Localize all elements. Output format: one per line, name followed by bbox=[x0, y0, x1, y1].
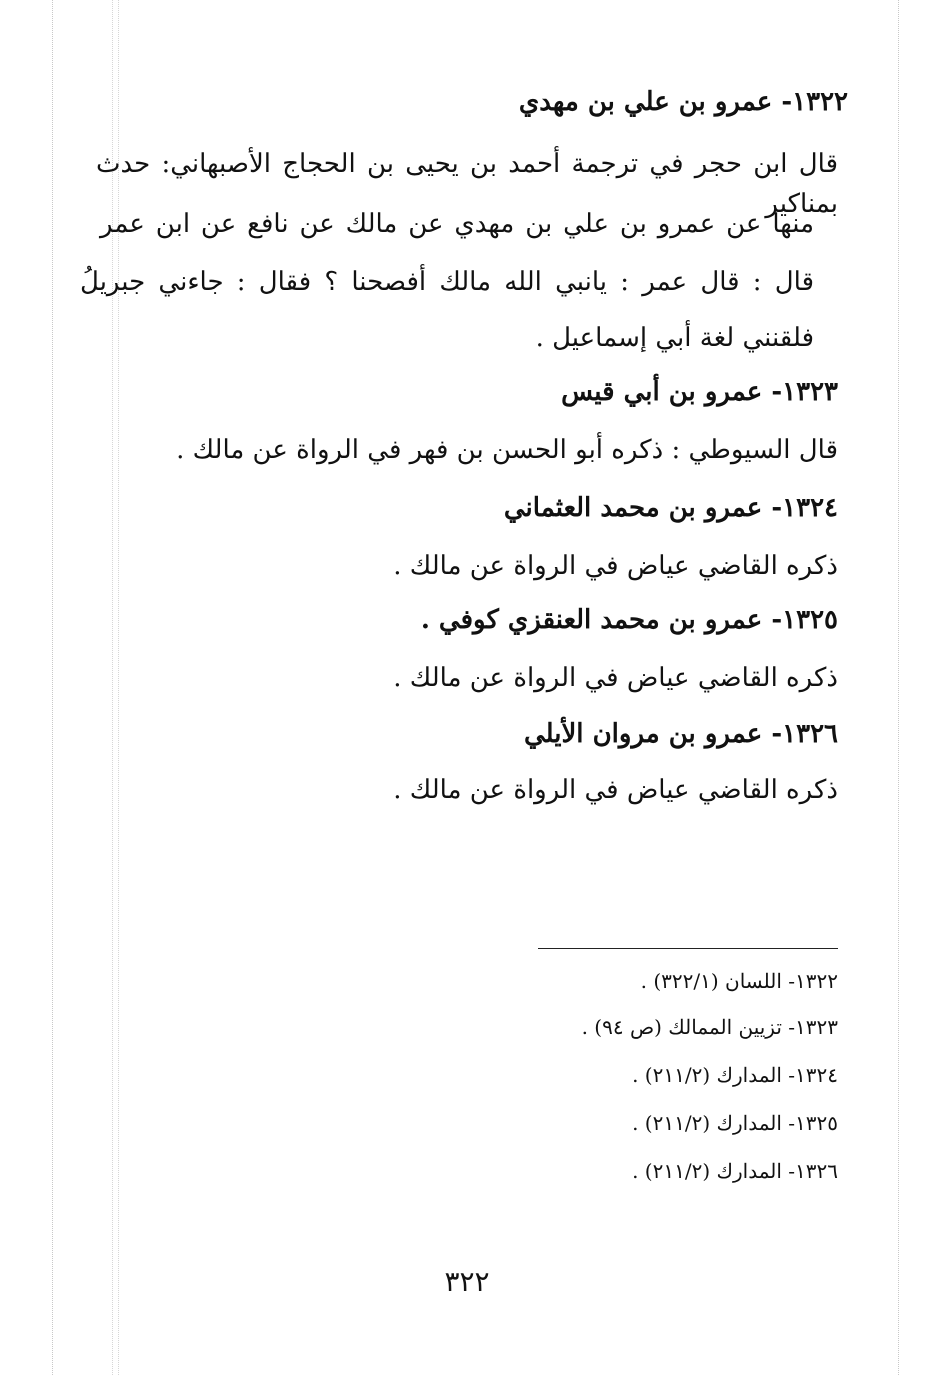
entry-heading-1326: ١٣٢٦- عمرو بن مروان الأيلي bbox=[523, 719, 838, 749]
scan-guide-line bbox=[52, 0, 53, 1375]
entry-text-line: منها عن عمرو بن علي بن مهدي عن مالك عن نافع عن ابن عمر bbox=[100, 209, 814, 239]
entry-heading-1325: ١٣٢٥- عمرو بن محمد العنقزي كوفي . bbox=[420, 605, 838, 635]
entry-text-line: ذكره القاضي عياض في الرواة عن مالك . bbox=[393, 551, 838, 581]
footnote-separator bbox=[538, 948, 838, 949]
entry-text-line: قال : قال عمر : يانبي الله مالك أفصحنا ؟ فقال : جاءني جبريلُ bbox=[80, 267, 814, 297]
footnote-1322: ١٣٢٢- اللسان (٣٢٢/١) . bbox=[640, 969, 838, 993]
entry-heading-1323: ١٣٢٣- عمرو بن أبي قيس bbox=[561, 377, 838, 407]
footnote-1326: ١٣٢٦- المدارك (٢١١/٢) . bbox=[632, 1159, 838, 1183]
scan-guide-line bbox=[898, 0, 899, 1375]
entry-text-line: فلقنني لغة أبي إسماعيل . bbox=[535, 323, 814, 353]
entry-heading-1322: ١٣٢٢- عمرو بن علي بن مهدي bbox=[518, 87, 848, 117]
entry-text-line: قال السيوطي : ذكره أبو الحسن بن فهر في الرواة عن مالك . bbox=[176, 435, 838, 465]
entry-text-line: ذكره القاضي عياض في الرواة عن مالك . bbox=[393, 775, 838, 805]
footnote-1324: ١٣٢٤- المدارك (٢١١/٢) . bbox=[632, 1063, 838, 1087]
page-number: ٣٢٢ bbox=[444, 1265, 490, 1298]
entry-text-line: قال ابن حجر في ترجمة أحمد بن يحيى بن الحجاج الأصبهاني: حدث بمناكير bbox=[96, 149, 838, 219]
footnote-1323: ١٣٢٣- تزيين الممالك (ص ٩٤) . bbox=[581, 1015, 838, 1039]
entry-heading-1324: ١٣٢٤- عمرو بن محمد العثماني bbox=[503, 493, 838, 523]
footnote-1325: ١٣٢٥- المدارك (٢١١/٢) . bbox=[632, 1111, 838, 1135]
entry-text-line: ذكره القاضي عياض في الرواة عن مالك . bbox=[393, 663, 838, 693]
